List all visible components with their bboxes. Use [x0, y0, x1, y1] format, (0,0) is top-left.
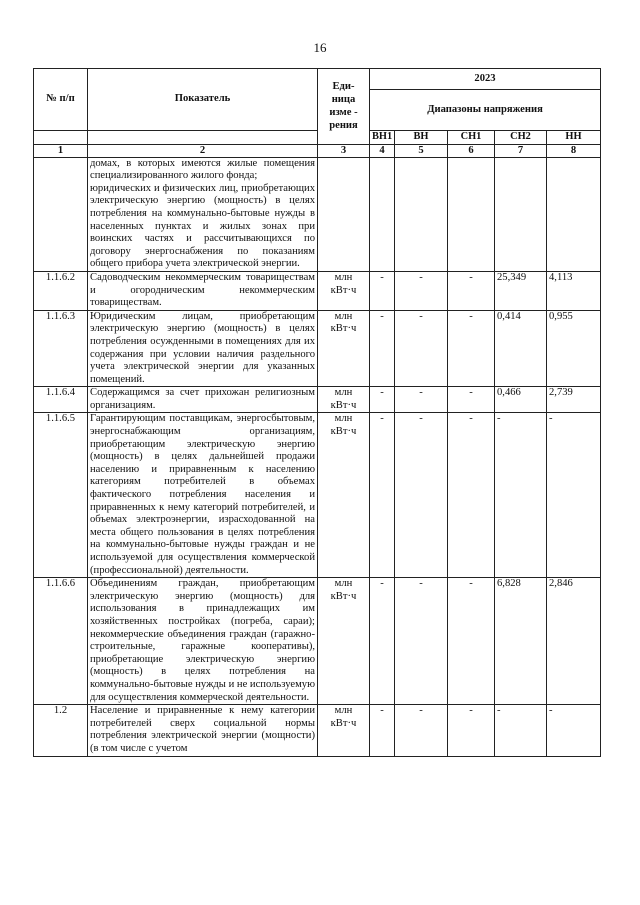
header-unit: Еди- ница изме - рения [318, 69, 370, 145]
row-unit: млн кВт·ч [318, 310, 370, 387]
row-value: 25,349 [495, 271, 547, 310]
row-value: - [395, 387, 448, 413]
row-indicator-text: Гарантирующим поставщикам, энергосбытовым, энергоснабжающим организациям, приобретающим электрическую энергию (мощность) в целях дальнейшей продажи населению и приравненным к населению категориям потребителей в объемах фактического потребления населения и приравненных к нему категорий потребителей, и объемах электроэнергии, израсходованной на места общего пользования в целях потребления на коммунально-бытовые нужды граждан и не используемой для осуществления коммерческой (профессиональной) деятельности. [88, 413, 318, 578]
table-row [34, 578, 601, 705]
page-number: 16 [313, 40, 327, 55]
row-value: - [395, 578, 448, 705]
column-index: 5 [395, 144, 448, 157]
header-indicator: Показатель [88, 69, 318, 131]
row-number: 1.1.6.4 [34, 387, 88, 413]
header-voltage-ranges: Диапазоны напряжения [370, 90, 601, 131]
header-band-nn: НН [547, 131, 601, 145]
row-value: - [448, 387, 495, 413]
row-value: 2,739 [547, 387, 601, 413]
row-indicator-text: Содержащимся за счет прихожан религиозным организациям. [88, 387, 318, 413]
column-index: 3 [318, 144, 370, 157]
row-value: 6,828 [495, 578, 547, 705]
row-value: - [370, 387, 395, 413]
row-unit: млн кВт·ч [318, 387, 370, 413]
row-value: - [495, 705, 547, 756]
row-number [34, 157, 88, 271]
row-value: 0,414 [495, 310, 547, 387]
header-band-sn1: СН1 [448, 131, 495, 145]
header-num: № п/п [34, 69, 88, 131]
row-value: - [448, 413, 495, 578]
table-row [34, 271, 601, 310]
row-value: - [370, 271, 395, 310]
row-value [448, 157, 495, 271]
table-row [34, 705, 601, 756]
row-indicator-text: домах, в которых имеются жилые помещения специализированного жилого фонда; юридических и физических лиц, приобретающих электрическую энергию (мощность) в целях потребления на коммунально-бытовые нужды в населенных пунктах и жилых зонах при воинских частях и рассчитывающихся по договору энергоснабжения по показаниям общего прибора учета электрической энергии. [88, 157, 318, 271]
row-value: - [547, 705, 601, 756]
row-value: - [370, 705, 395, 756]
header-year: 2023 [370, 69, 601, 90]
table-row [34, 413, 601, 578]
row-number: 1.1.6.2 [34, 271, 88, 310]
row-unit [318, 157, 370, 271]
row-number: 1.1.6.5 [34, 413, 88, 578]
row-value: - [395, 705, 448, 756]
table-row [34, 310, 601, 387]
column-index: 4 [370, 144, 395, 157]
row-indicator-text: Садоводческим некоммерческим товариществам и огородническим некоммерческим товариществам. [88, 271, 318, 310]
row-value: - [448, 271, 495, 310]
row-value: 0,466 [495, 387, 547, 413]
column-index: 7 [495, 144, 547, 157]
row-value [395, 157, 448, 271]
row-value: 2,846 [547, 578, 601, 705]
table-rows [34, 157, 601, 756]
row-value: - [448, 705, 495, 756]
column-index: 8 [547, 144, 601, 157]
row-unit: млн кВт·ч [318, 578, 370, 705]
header-band-sn2: СН2 [495, 131, 547, 145]
row-value [495, 157, 547, 271]
header-num-spacer [34, 131, 88, 145]
row-unit: млн кВт·ч [318, 413, 370, 578]
row-value: - [395, 310, 448, 387]
row-number: 1.1.6.6 [34, 578, 88, 705]
row-unit: млн кВт·ч [318, 271, 370, 310]
row-indicator-text: Юридическим лицам, приобретающим электрическую энергию (мощность) в целях потребления осужденными в помещениях для их содержания при условии наличия раздельного учета электрической энергии для указанных помещений. [88, 310, 318, 387]
header-band-vn: ВН [395, 131, 448, 145]
table-row [34, 157, 601, 271]
header-indicator-spacer [88, 131, 318, 145]
row-value: 0,955 [547, 310, 601, 387]
row-value: - [370, 413, 395, 578]
row-value: - [370, 310, 395, 387]
column-index: 6 [448, 144, 495, 157]
row-indicator-text: Объединениям граждан, приобретающим электрическую энергию (мощность) для использования в принадлежащих им хозяйственных постройках (погреба, сараи); некоммерческие объединения граждан (гаражно-строительные, гаражные кооперативы), приобретающие электрическую энергию (мощность) в целях потребления на коммунально-бытовые нужды и не используемую для осуществления коммерческой деятельности. [88, 578, 318, 705]
row-value: 4,113 [547, 271, 601, 310]
row-indicator-text: Население и приравненные к нему категории потребителей сверх социальной нормы потребления электрической энергии (мощности) (в том числе с учетом [88, 705, 318, 756]
row-value: - [547, 413, 601, 578]
column-index: 1 [34, 144, 88, 157]
row-value: - [448, 310, 495, 387]
row-number: 1.1.6.3 [34, 310, 88, 387]
row-value [547, 157, 601, 271]
row-value: - [395, 271, 448, 310]
row-value: - [370, 578, 395, 705]
column-index: 2 [88, 144, 318, 157]
header-band-vn1: ВН1 [370, 131, 395, 145]
column-index-row [34, 144, 601, 157]
row-value: - [495, 413, 547, 578]
row-value [370, 157, 395, 271]
row-number: 1.2 [34, 705, 88, 756]
row-unit: млн кВт·ч [318, 705, 370, 756]
table-row [34, 387, 601, 413]
tariff-table [33, 68, 601, 757]
row-value: - [395, 413, 448, 578]
row-value: - [448, 578, 495, 705]
